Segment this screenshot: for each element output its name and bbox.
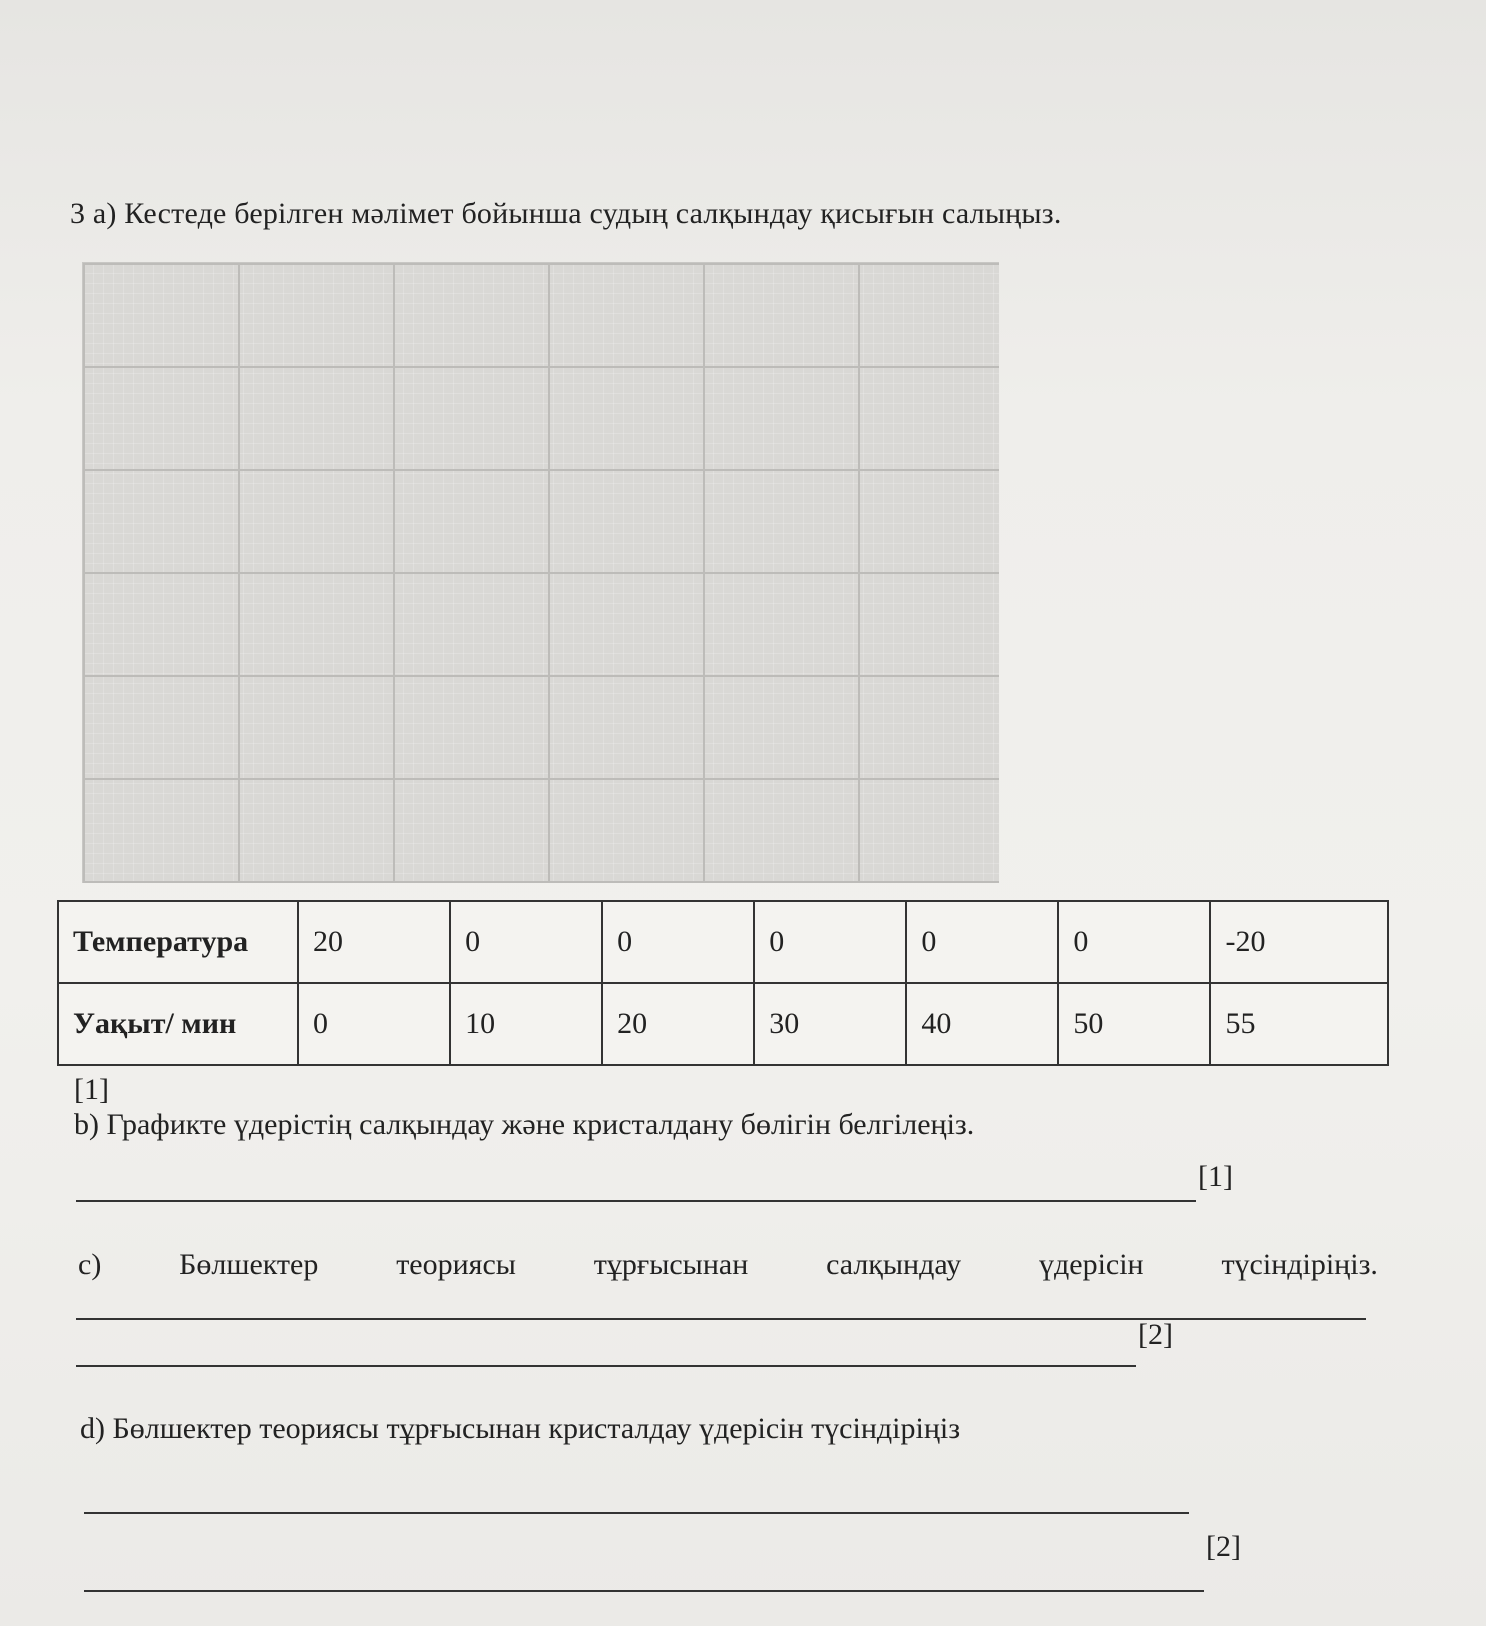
data-table xyxy=(57,900,1389,1066)
question-c-word: тұрғысынан xyxy=(593,1248,749,1281)
mark-c: [2] xyxy=(1138,1318,1173,1351)
table-cell: 40 xyxy=(906,983,1058,1065)
table-header-time: Уақыт/ мин xyxy=(58,983,298,1065)
mark-a: [1] xyxy=(74,1073,109,1106)
question-c-word: теориясы xyxy=(396,1248,516,1281)
question-c-word: салқындау xyxy=(826,1248,962,1281)
table-row-time xyxy=(58,983,1388,1065)
table-cell: 55 xyxy=(1210,983,1388,1065)
question-c-word: үдерісін xyxy=(1038,1248,1144,1281)
question-c-text xyxy=(78,1248,1378,1282)
question-b-text: b) Графикте үдерістің салқындау және кристалдану бөлігін белгілеңіз. xyxy=(74,1108,975,1141)
table-cell: 0 xyxy=(906,901,1058,983)
question-a-text: 3 a) Кестеде берілген мәлімет бойынша судың салқындау қисығын салыңыз. xyxy=(70,197,1062,230)
question-c-word: Бөлшектер xyxy=(179,1248,319,1281)
question-c-word: түсіндіріңіз. xyxy=(1221,1248,1378,1281)
answer-line-d1[interactable] xyxy=(84,1512,1189,1514)
table-cell: 30 xyxy=(754,983,906,1065)
table-cell: 0 xyxy=(298,983,450,1065)
table-cell: 20 xyxy=(602,983,754,1065)
answer-line-d2[interactable] xyxy=(84,1590,1204,1592)
graph-grid xyxy=(82,262,999,883)
table-cell: -20 xyxy=(1210,901,1388,983)
answer-line-b[interactable] xyxy=(76,1200,1196,1202)
table-header-temperature: Температура xyxy=(58,901,298,983)
table-row-temperature xyxy=(58,901,1388,983)
table-cell: 0 xyxy=(450,901,602,983)
table-cell: 20 xyxy=(298,901,450,983)
question-c-label: c) xyxy=(78,1248,102,1281)
question-d-text: d) Бөлшектер теориясы тұрғысынан кристалдау үдерісін түсіндіріңіз xyxy=(80,1412,961,1445)
table-cell: 50 xyxy=(1058,983,1210,1065)
table-cell: 0 xyxy=(754,901,906,983)
table-cell: 0 xyxy=(1058,901,1210,983)
mark-b: [1] xyxy=(1198,1160,1233,1193)
mark-d: [2] xyxy=(1206,1530,1241,1563)
answer-line-c2[interactable] xyxy=(76,1365,1136,1367)
table-cell: 0 xyxy=(602,901,754,983)
table-cell: 10 xyxy=(450,983,602,1065)
